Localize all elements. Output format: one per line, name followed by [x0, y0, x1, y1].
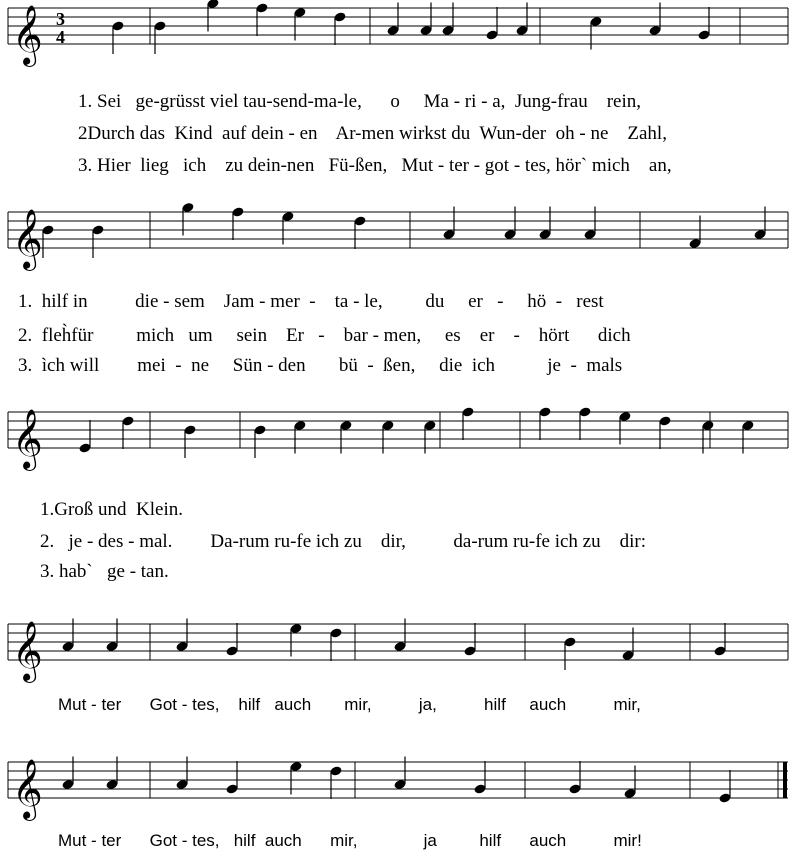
treble-clef-icon: 𝄞: [12, 209, 43, 269]
time-signature-bottom: 4: [56, 27, 65, 47]
treble-clef-icon: 𝄞: [12, 759, 43, 819]
lyric-line: 1.Groß und Klein.: [40, 499, 184, 520]
lyric-line: Mut - ter Got - tes, hilf auch mir, ja hilf auch mir!: [58, 831, 642, 850]
lyric-line: 3. ìch will mei - ne Sün - den bü - ßen, die ich je - mals: [18, 355, 623, 376]
lyric-line: 2. fleh̀für mich um sein Er - bar - men, es er - hört dich: [18, 325, 631, 346]
lyric-line: 3. hab` ge - tan.: [40, 561, 169, 582]
treble-clef-icon: 𝄞: [12, 409, 43, 469]
treble-clef-icon: 𝄞: [12, 5, 43, 65]
final-barline: [783, 762, 787, 798]
time-signature-top: 3: [56, 9, 65, 29]
lyric-line: 1. hilf in die - sem Jam - mer - ta - le, du er - hö - rest: [18, 291, 604, 312]
lyric-line: 2. je - des - mal. Da-rum ru-fe ich zu dir, da-rum ru-fe ich zu dir:: [40, 531, 646, 552]
lyric-line: Mut - ter Got - tes, hilf auch mir, ja, hilf auch mir,: [58, 695, 641, 714]
treble-clef-icon: 𝄞: [12, 621, 43, 681]
lyric-line: 1. Sei ge-grüsst viel tau-send-ma-le, o Ma - ri - a, Jung-frau rein,: [78, 91, 641, 112]
lyric-line: 2Durch das Kind auf dein - en Ar-men wirkst du Wun-der oh - ne Zahl,: [78, 123, 667, 144]
lyric-line: 3. Hier lieg ich zu dein-nen Fü-ßen, Mut - ter - got - tes, hör` mich an,: [78, 155, 672, 176]
